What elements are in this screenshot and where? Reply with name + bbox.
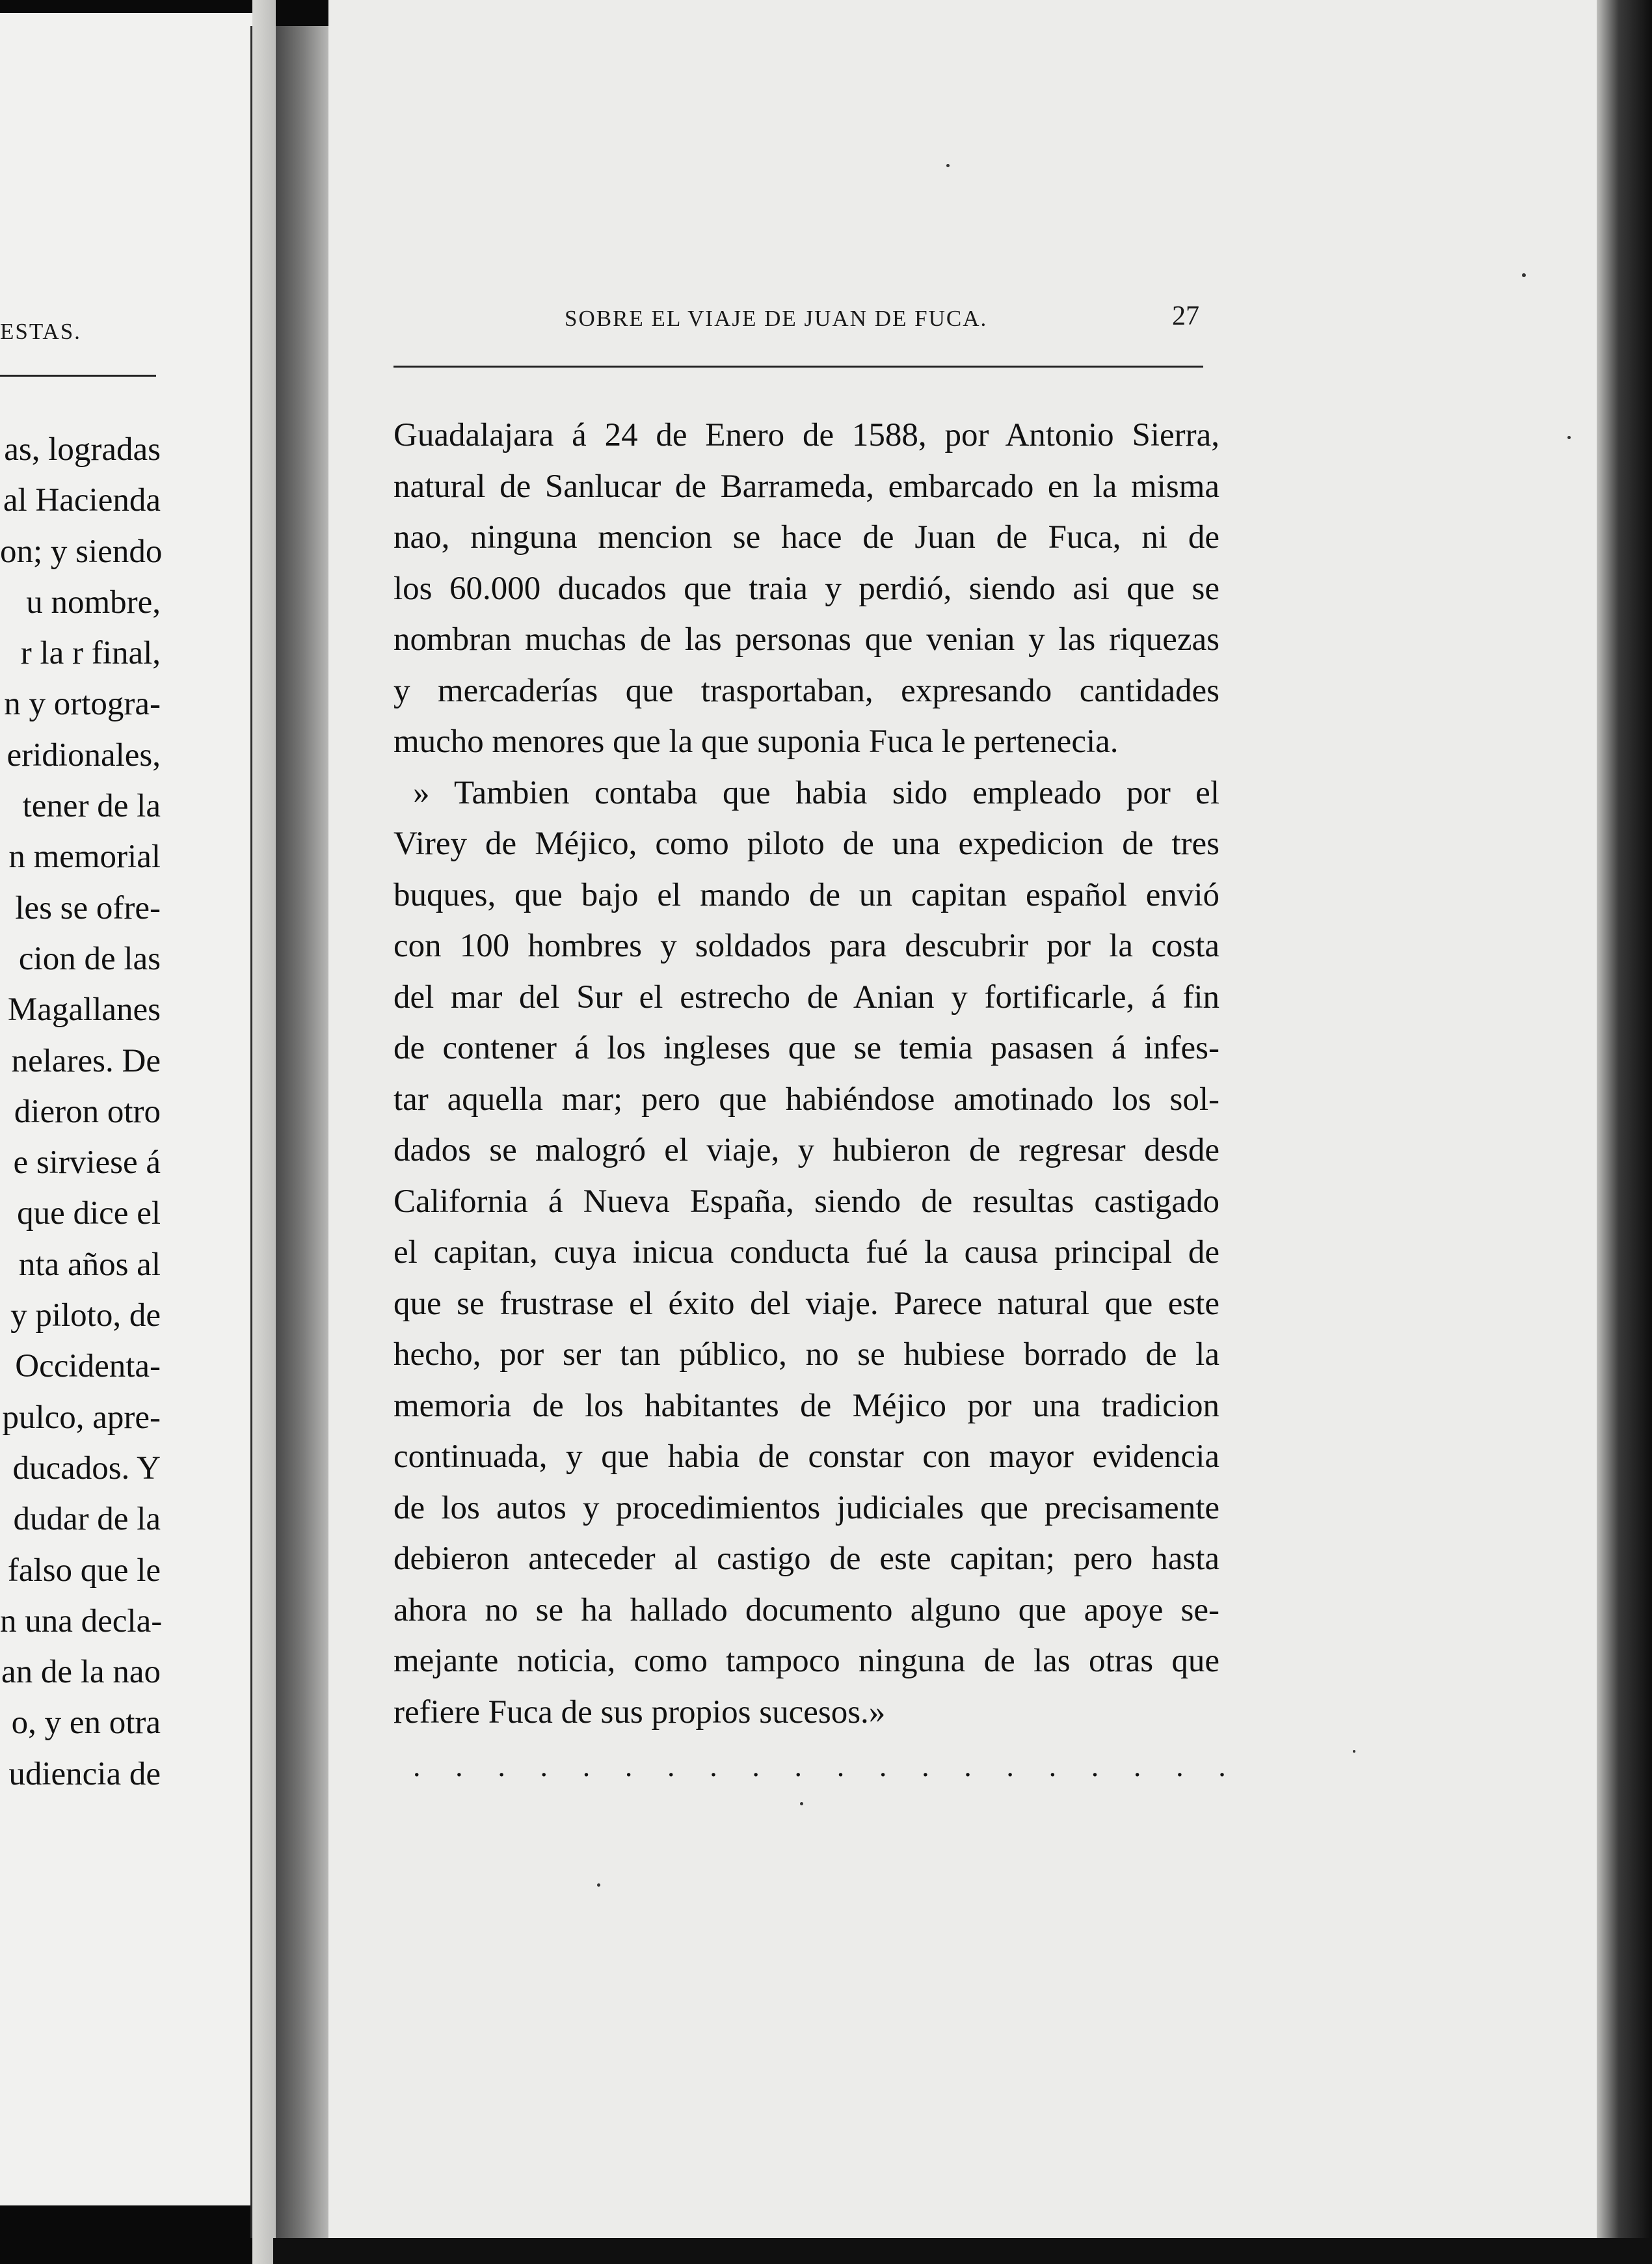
scan-speck: [597, 1883, 600, 1887]
left-text-line: eridionales,: [7, 736, 161, 774]
text-line: continuada, y que habia de constar con mayor evidencia: [393, 1438, 1219, 1475]
text-line: Virey de Méjico, como piloto de una expedicion de tres: [393, 826, 1219, 862]
body-text: [393, 410, 1219, 1738]
text-line: » Tambien contaba que habia sido empleado por el: [413, 774, 1219, 811]
left-running-head: ESTAS.: [0, 319, 81, 344]
left-text-line: dieron otro: [14, 1093, 161, 1130]
page-number: 27: [1172, 301, 1199, 331]
head-rule: [393, 366, 1203, 368]
text-line: mucho menores que la que suponia Fuca le pertenecia.: [393, 723, 1119, 760]
ellipsis-dot: .: [1091, 1749, 1099, 1783]
ellipsis-dot: .: [1176, 1749, 1184, 1783]
left-text-line: e sirviese á: [13, 1144, 161, 1181]
ellipsis-dot: .: [582, 1749, 591, 1783]
running-head: SOBRE EL VIAJE DE JUAN DE FUCA.: [565, 306, 988, 331]
ellipsis-dot: .: [498, 1749, 505, 1783]
ellipsis-dot: .: [455, 1749, 463, 1783]
left-text-line: u nombre,: [26, 584, 161, 621]
left-text-line: dudar de la: [13, 1501, 161, 1538]
text-line: natural de Sanlucar de Barrameda, embarcado en la misma: [393, 468, 1219, 505]
text-line: que se frustrase el éxito del viaje. Parece natural que este: [393, 1285, 1219, 1322]
left-text-line: nta años al: [18, 1246, 161, 1283]
ellipsis-dot: .: [667, 1749, 675, 1783]
text-line: refiere Fuca de sus propios sucesos.»: [393, 1693, 886, 1731]
text-line: nombran muchas de las personas que venian y las riquezas: [393, 621, 1219, 658]
text-line: el capitan, cuya inicua conducta fué la causa principal de: [393, 1234, 1219, 1271]
text-line: de los autos y procedimientos judiciales que precisamente: [393, 1489, 1219, 1526]
ellipsis-dot: .: [624, 1749, 633, 1783]
text-line: hecho, por ser tan público, no se hubiese borrado de la: [393, 1336, 1219, 1373]
left-text-line: ducados. Y: [12, 1449, 161, 1487]
ellipsis-dot: .: [1133, 1749, 1141, 1783]
left-text-line: n y ortogra-: [4, 686, 161, 723]
text-line: memoria de los habitantes de Méjico por una tradicion: [393, 1387, 1219, 1424]
text-line: buques, que bajo el mando de un capitan español envió: [393, 876, 1219, 913]
bottom-edge: [273, 2238, 1652, 2264]
left-text-line: cion de las: [18, 940, 161, 977]
text-line: tar aquella mar; pero que habiéndose amotinado los sol-: [393, 1081, 1219, 1118]
left-text-line: y piloto, de: [10, 1297, 161, 1334]
text-line: mejante noticia, como tampoco ninguna de las otras que: [393, 1643, 1219, 1679]
left-text-line: Magallanes: [7, 991, 161, 1029]
ellipsis-dot: .: [1048, 1749, 1057, 1783]
text-line: nao, ninguna mencion se hace de Juan de Fuca, ni de: [393, 519, 1219, 556]
ellipsis-dot: .: [1218, 1749, 1226, 1783]
left-text-line: nelares. De: [11, 1042, 161, 1079]
scan-speck: [946, 164, 950, 167]
ellipsis-dot: .: [964, 1749, 972, 1783]
text-line: Guadalajara á 24 de Enero de 1588, por Antonio Sierra,: [393, 417, 1219, 453]
left-text-line: al Hacienda: [3, 482, 161, 519]
ellipsis-dot: .: [413, 1749, 421, 1783]
left-head-rule: [0, 375, 156, 377]
ellipsis-dot: .: [794, 1749, 803, 1783]
left-text-line: n memorial: [8, 839, 161, 876]
text-line: los 60.000 ducados que traia y perdió, siendo asi que se: [393, 570, 1219, 607]
left-text-line: o, y en otra: [11, 1705, 161, 1742]
text-line: dados se malogró el viaje, y hubieron de regresar desde: [393, 1132, 1219, 1168]
ellipsis-dots: [413, 1749, 1226, 1783]
left-text-line: udiencia de: [8, 1755, 161, 1792]
left-text-line: r la r final,: [20, 635, 161, 672]
left-text-line: les se ofre-: [15, 889, 161, 926]
ellipsis-dot: .: [879, 1749, 887, 1783]
left-text-line: as, logradas: [4, 431, 161, 468]
text-line: y mercaderías que trasportaban, expresando cantidades: [393, 672, 1219, 709]
text-line: debieron anteceder al castigo de este capitan; pero hasta: [393, 1541, 1219, 1577]
text-line: de contener á los ingleses que se temia pasasen á infes-: [393, 1030, 1219, 1066]
ellipsis-dot: .: [752, 1749, 760, 1783]
left-text-line: n una decla-: [0, 1602, 163, 1639]
right-page-edge: [1597, 0, 1652, 2264]
left-text-line: tener de la: [22, 788, 161, 825]
scan-speck: [1522, 273, 1526, 277]
ellipsis-dot: .: [922, 1749, 929, 1783]
text-line: California á Nueva España, siendo de resultas castigado: [393, 1183, 1219, 1220]
text-line: ahora no se ha hallado documento alguno que apoye se-: [393, 1591, 1219, 1628]
left-page: [0, 13, 252, 2205]
ellipsis-dot: .: [1006, 1749, 1014, 1783]
ellipsis-dot: .: [836, 1749, 845, 1783]
text-line: con 100 hombres y soldados para descubrir por la costa: [393, 928, 1219, 964]
scan-speck: [800, 1802, 803, 1805]
left-page-text: [0, 424, 161, 1799]
left-text-line: pulco, apre-: [2, 1399, 161, 1436]
left-text-line: que dice el: [17, 1195, 161, 1232]
left-text-line: Occidenta-: [15, 1348, 161, 1385]
scan-speck: [1353, 1750, 1355, 1753]
left-text-line: on; y siendo: [0, 533, 163, 570]
left-text-line: falso que le: [7, 1552, 161, 1589]
left-text-line: an de la nao: [1, 1654, 161, 1691]
left-page-edge: [252, 0, 276, 2264]
text-line: del mar del Sur el estrecho de Anian y fortificarle, á fin: [393, 978, 1219, 1016]
scan-speck: [1567, 436, 1571, 439]
ellipsis-dot: .: [710, 1749, 717, 1783]
ellipsis-dot: .: [540, 1749, 548, 1783]
